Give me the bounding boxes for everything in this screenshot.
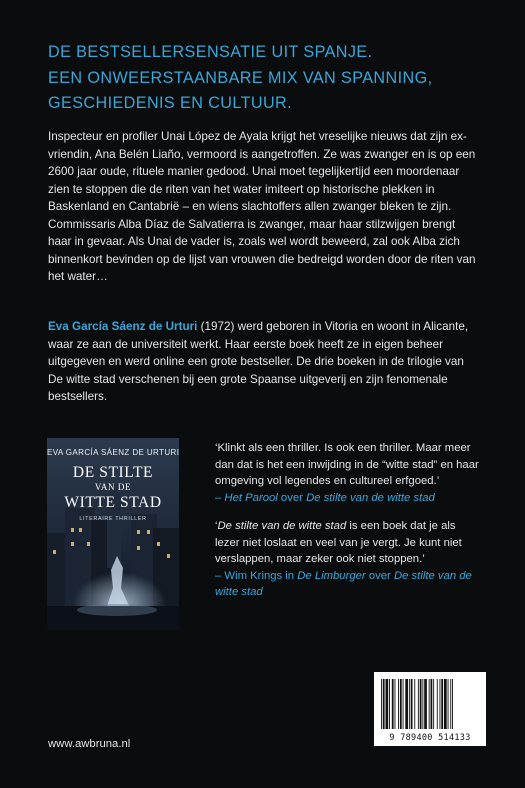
barcode-bar [424, 679, 427, 729]
quote-rest: is een boek dat je als lezer niet loslaat en veel van je vergt. Je kunt niet verslappen, maar zeker ook niet stoppen.’ [215, 520, 462, 565]
barcode-bar [448, 679, 449, 729]
barcode-bar [420, 679, 422, 729]
barcode-bar [433, 679, 434, 729]
barcode-bar [444, 679, 447, 729]
review-quote-2 [215, 518, 481, 601]
barcode-bar [386, 679, 389, 729]
isbn-barcode [374, 672, 486, 746]
barcode-bar [389, 679, 390, 729]
barcode-bar [383, 679, 385, 729]
barcode-bar [395, 679, 396, 729]
barcode-bar [405, 679, 408, 729]
barcode-bar [398, 679, 399, 729]
author-bio-text: (1972) werd geboren in Vitoria en woont in Alicante, waar ze aan de universiteit werkt. Haar eerste boek heeft ze in eigen beheer uitgegeven en werd online een grote bestseller. De drie boeken in de trilogie van De witte stad verschenen bij een grote Spaanse uitgeverij en zijn fenomenale bestsellers. [48, 320, 469, 403]
attribution-book: De stilte van de witte stad [306, 491, 435, 504]
headline-line-1: DE BESTSELLERSENSATIE UIT SPANJE. [48, 43, 373, 61]
cover-title-1: DE STILTE [72, 464, 154, 481]
publisher-url[interactable]: www.awbruna.nl [48, 738, 131, 750]
quote-book-title: De stilte van de witte stad [217, 520, 347, 532]
book-cover [47, 438, 179, 630]
barcode-bar [392, 679, 394, 729]
review-quotes [215, 440, 481, 613]
review-quote-1 [215, 440, 481, 506]
barcode-bars [375, 677, 485, 735]
cover-title-2: VAN DE [94, 482, 132, 492]
headline-line-3: GESCHIEDENIS EN CULTUUR. [48, 94, 293, 112]
author-name: Eva García Sáenz de Urturi [48, 320, 198, 333]
barcode-bar [414, 679, 415, 729]
cover-author: EVA GARCÍA SÁENZ DE URTURI [47, 448, 179, 457]
review-quote-1-text: ‘Klinkt als een thriller. Is ook een thriller. Maar meer dan dat is het een inwijding in de “witte stad” en haar omgeving vol legendes en cultureel erfgoed.’ [215, 442, 479, 487]
isbn-number: 9 789400 514133 [389, 733, 471, 743]
headline-line-2: EEN ONWEERSTAANBARE MIX VAN SPANNING, [48, 68, 433, 87]
barcode-bar [381, 679, 382, 729]
review-quote-2-attribution [215, 570, 472, 599]
author-bio [48, 318, 480, 406]
barcode-bar [441, 679, 443, 729]
barcode-bar [400, 679, 402, 729]
quote-open: ‘ [215, 520, 218, 532]
barcode-bar [418, 679, 419, 729]
headline [48, 40, 498, 117]
review-quote-1-attribution [215, 492, 435, 504]
barcode-bar [450, 679, 451, 729]
barcode-bar [429, 679, 430, 729]
barcode-bar [437, 679, 438, 729]
attribution-source: De Limburger [297, 569, 366, 582]
review-quote-2-text [215, 520, 462, 565]
attribution-source: Het Parool [224, 491, 278, 504]
barcode-bar [440, 679, 441, 729]
attribution-mid: over [365, 569, 394, 582]
cover-title-3: WITTE STAD [64, 494, 162, 511]
barcode-bar [403, 679, 404, 729]
attribution-prefix: – [215, 491, 225, 504]
barcode-bar [431, 679, 433, 729]
barcode-bar [409, 679, 410, 729]
barcode-bar [452, 679, 453, 729]
attribution-prefix: – Wim Krings in [215, 569, 298, 582]
barcode-bar [411, 679, 413, 729]
barcode-bar [422, 679, 423, 729]
cover-genre: LITERAIRE THRILLER [79, 516, 147, 522]
attribution-mid: over [277, 491, 307, 504]
synopsis: Inspecteur en profiler Unai López de Ayala krijgt het vreselijke nieuws dat zijn ex-vriendin, Ana Belén Liaño, vermoord is aangetroffen. Ze was zwanger en is op een 2600 jaar oude, rituele manier gedood. Unai moet tegelijkertijd een moordenaar zien te stoppen die de riten van het water imiteert op historische plekken in Baskenland en Cantabrië – en wiens slachtoffers allen zwanger bleken te zijn. Commissaris Alba Díaz de Salvatierra is zwanger, maar haar stilzwijgen brengt haar in gevaar. Als Unai de vader is, zoals wel wordt beweerd, zal ook Alba zich binnenkort bevinden op de lijst van vrouwen die bedreigd worden door de riten van het water… [48, 130, 476, 283]
attribution-book: De stilte van de witte stad [215, 569, 472, 598]
